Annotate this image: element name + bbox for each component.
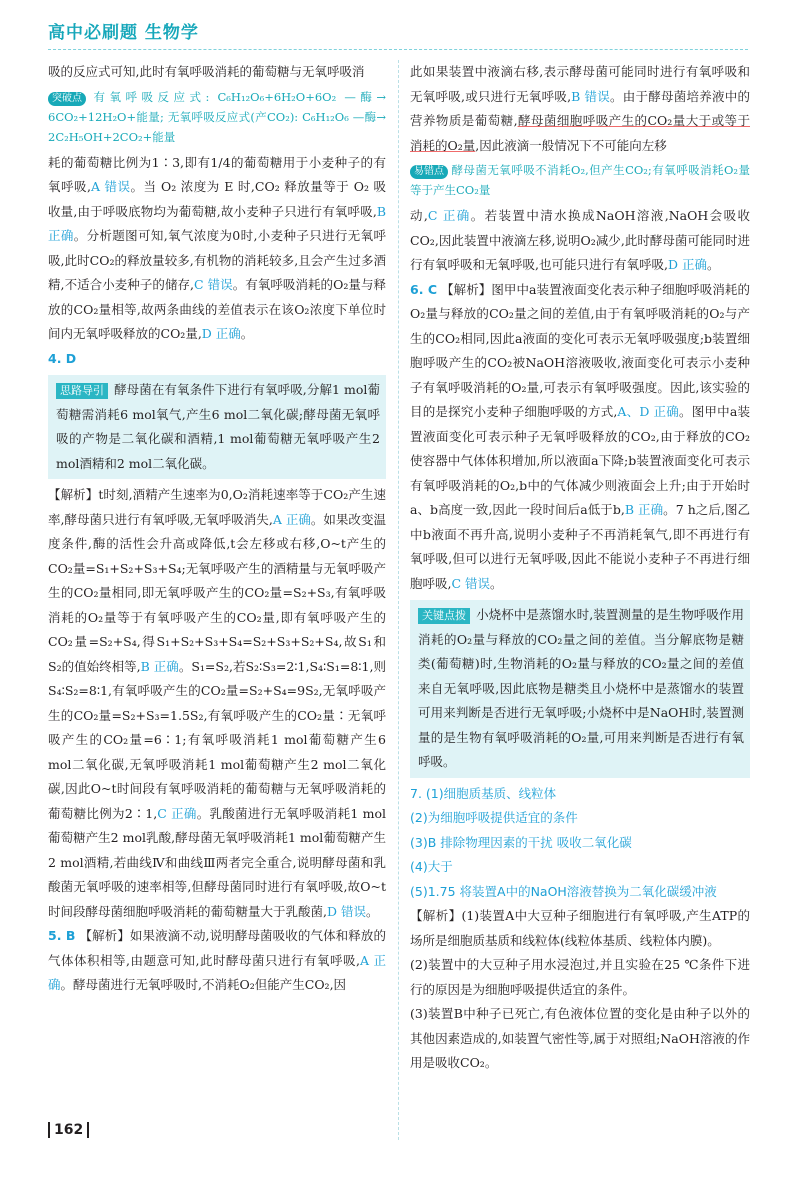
guide-text: 酵母菌在有氧条件下进行有氧呼吸,分解1 mol葡萄糖需消耗6 mol氧气,产生6 mol二氧化碳;酵母菌无氧呼吸的产物是二氧化碳和酒精,1 mol葡萄糖无氧呼吸产生2 mol酒精和2 mol二氧化碳。 [56,382,380,471]
text: 。由于酵母菌培养液中的营养物质是葡萄糖, [410,88,750,128]
text: 【解析】如果液滴不动,说明酵母菌吸收的气体和释放的气体体积相等,由题意可知,此时酵母菌只进行有氧呼吸, [48,928,386,968]
text: 。 [490,575,503,591]
option-verdict: C 正确 [157,805,197,821]
text: 。若装置中清水换成NaOH溶液,NaOH会吸收CO₂,因此装置中液滴左移,说明O₂减少,此时酵母菌可能同时进行有氧呼吸和无氧呼吸,也可能只进行有氧呼吸, [410,208,750,272]
text: ,因此液滴一般情况下不可能向左移 [475,137,667,153]
question-number: 4. D [48,350,77,366]
page-number: 162 [48,1122,89,1138]
text: 动, [410,208,428,223]
yicuo-text: 酵母菌无氧呼吸不消耗O₂,但产生CO₂;有氧呼吸消耗O₂量等于产生CO₂量 [410,163,750,197]
paragraph [48,151,386,347]
option-verdict: C 正确 [427,208,471,223]
text: 吸的反应式可知,此时有氧呼吸消耗的葡萄糖与无氧呼吸消 [48,64,365,79]
text: 【解析】t时刻,酒精产生速率为0,O₂消耗速率等于CO₂产生速率,酵母菌只进行有氧呼吸,无氧呼吸消失, [48,487,386,527]
paragraph [410,278,750,597]
text: 此如果装置中液滴右移,表示酵母菌可能同时进行有氧呼吸和无氧呼吸,或只进行无氧呼吸, [410,64,750,104]
key-point-tag: 关键点拨 [418,608,470,624]
paragraph [48,60,386,85]
text: 。酵母菌进行无氧呼吸时,不消耗O₂但能产生CO₂,因 [60,977,347,992]
paragraph [48,483,386,924]
text: 。S₁=S₂,若S₂∶S₃=2∶1,S₄∶S₁=8∶1,则S₄∶S₂=8∶1,有氧呼吸产生的CO₂量=S₂+S₄=9S₂,无氧呼吸产生的CO₂量=S₂+S₃=1.5S₂,有氧呼吸产生的CO₂量∶无氧呼吸产生的CO₂量=6∶1;有氧呼吸消耗1 mol葡萄糖产生6 mol二氧化碳,无氧呼吸消耗1 mol葡萄糖产生2 mol二氧化碳,因此O~t时间段有氧呼吸消耗的葡萄糖与无氧呼吸消耗的葡萄糖比例为2∶1, [48,658,386,821]
text: 。当 O₂ 浓度为 E 时,CO₂ 释放量等于 O₂ 吸收量,由于呼吸底物均为葡萄糖,故小麦种子只进行有氧呼吸, [48,179,386,219]
text: 耗的葡萄糖比例为1∶3,即有1/4的葡萄糖用于小麦种子的有氧呼吸, [48,154,386,194]
left-column [48,60,386,998]
text: 。7 h之后,图乙中b液面不再升高,说明小麦种子不再消耗氧气,即不再进行有氧呼吸,但可以进行无氧呼吸,因此不能说小麦种子不再进行细胞呼吸, [410,502,751,591]
kaodian-text: 有氧呼吸反应式: C₆H₁₂O₆+6H₂O+6O₂ —酶→ 6CO₂+12H₂O+能量; 无氧呼吸反应式(产CO₂): C₆H₁₂O₆ —酶→ 2C₂H₅OH+2CO₂+能量 [48,89,386,144]
option-verdict: D 错误 [326,903,366,919]
option-verdict: B 正确 [624,502,664,517]
text: 。 [240,326,254,341]
text: 【解析】图甲中a装置液面变化表示种子细胞呼吸消耗的O₂量与释放的CO₂量之间的差值,由于有氧呼吸消耗的O₂与产生的CO₂相同,因此a液面的变化可表示无氧呼吸强度;b装置细胞呼吸产生的CO₂被NaOH溶液吸收,液面变化可表示小麦种子有氧呼吸消耗的O₂量,可表示有氧呼吸强度。因此,该实验的目的是探究小麦种子细胞呼吸的方式, [410,281,750,419]
column-divider [398,60,399,1140]
paragraph [410,60,750,158]
guide-tag: 思路导引 [56,383,108,399]
option-verdict: C 错误 [194,277,233,292]
answer-line: (2)为细胞呼吸提供适宜的条件 [410,810,578,825]
page-header-title: 高中必刷题 生物学 [48,23,199,43]
right-column [410,60,750,1076]
paragraph: (3)装置B中种子已死亡,有色液体位置的变化是由种子以外的其他因素造成的,如装置气密性等,属于对照组;NaOH溶液的作用是吸收CO₂。 [410,1006,750,1070]
option-verdict: B 正确 [48,203,386,243]
option-verdict: B 正确 [140,658,179,674]
text: 。图甲中a装置液面变化可表示种子无氧呼吸释放的CO₂,由于释放的CO₂使容器中气体体积增加,所以液面a下降;b装置液面变化可表示有氧呼吸消耗的O₂,b中的气体减少则液面会上升;由于开始时a、b高度一致,因此一段时间后a低于b, [410,404,751,517]
option-verdict: B 错误 [571,88,611,104]
underlined-text: 酵母菌细胞呼吸产生的CO₂量大于或等于消耗的O₂量 [410,113,750,153]
option-verdict: A 正确 [48,952,386,992]
option-verdict: A、D 正确 [617,404,679,419]
answer-line: (4)大于 [410,859,453,874]
paragraph: 【解析】(1)装置A中大豆种子细胞进行有氧呼吸,产生ATP的场所是细胞质基质和线粒体(线粒体基质、线粒体内膜)。 [410,908,750,948]
option-verdict: A 错误 [91,179,131,194]
answer-line: (3)B 排除物理因素的干扰 吸收二氧化碳 [410,834,632,850]
option-verdict: D 正确 [201,326,241,341]
text: 。乳酸菌进行无氧呼吸消耗1 mol葡萄糖产生2 mol乳酸,酵母菌无氧呼吸消耗1 mol葡萄糖产生2 mol酒精,若曲线Ⅳ和曲线Ⅲ两者完全重合,说明酵母菌和乳酸菌无氧呼吸的速率相等,但酵母菌同时进行有氧呼吸,故O~t时间段酵母菌细胞呼吸消耗的葡萄糖量大于乳酸菌, [48,805,386,919]
kaodian-note [48,87,386,147]
key-point-box [410,600,750,778]
answer-line: (5)1.75 将装置A中的NaOH溶液替换为二氧化碳缓冲液 [410,883,717,899]
option-verdict: D 正确 [667,257,707,272]
text: 。有氧呼吸消耗的O₂量与释放的CO₂量相等,故两条曲线的差值表示在该O₂浓度下单位时间内无氧呼吸释放的CO₂量, [48,277,387,341]
yicuo-tag: 易错点 [410,165,448,179]
guide-box [48,375,386,479]
option-verdict: A 正确 [272,511,311,527]
paragraph: (2)装置中的大豆种子用水浸泡过,并且实验在25 ℃条件下进行的原因是为细胞呼吸提供适宜的条件。 [410,957,750,997]
kaodian-tag: 突破点 [48,92,86,106]
answer-line: 7. (1)细胞质基质、线粒体 [410,785,557,801]
option-verdict: C 错误 [451,575,491,591]
paragraph [48,924,386,998]
question-number: 5. B [48,928,76,943]
text: 。 [365,903,379,919]
text: 。分析题图可知,氧气浓度为0时,小麦种子只进行无氧呼吸,此时CO₂的释放量较多,有机物的消耗较多,且会产生过多酒精,不适合小麦种子的储存, [48,228,386,292]
key-point-text: 小烧杯中是蒸馏水时,装置测量的是生物呼吸作用消耗的O₂量与释放的CO₂量之间的差值。当分解底物是糖类(葡萄糖)时,生物消耗的O₂量与释放的CO₂量之间的差值来自无氧呼吸,因此底物是糖类且小烧杯中是蒸馏水的装置可用来判断是否进行无氧呼吸;小烧杯中是NaOH时,装置测量的是生物有氧呼吸消耗的O₂量,可用来判断是否进行有氧呼吸。 [418,607,744,769]
yicuo-note [410,160,750,200]
paragraph [410,204,750,278]
header-divider [48,49,748,50]
page-header [48,18,758,54]
question-number: 6. C [410,281,438,297]
text: 。 [706,257,720,272]
text: 。如果改变温度条件,酶的活性会升高或降低,t会左移或右移,O~t产生的CO₂量=S₁+S₂+S₃+S₄;无氧呼吸产生的酒精量与无氧呼吸产生的CO₂量相同,即无氧呼吸产生的CO₂量=S₂+S₃,有氧呼吸消耗的O₂量等于有氧呼吸产生的CO₂量,即有氧呼吸产生的CO₂量=S₂+S₄,得S₁+S₂+S₃+S₄=S₂+S₃+S₂+S₄,故S₁和S₂的值始终相等, [48,511,386,674]
